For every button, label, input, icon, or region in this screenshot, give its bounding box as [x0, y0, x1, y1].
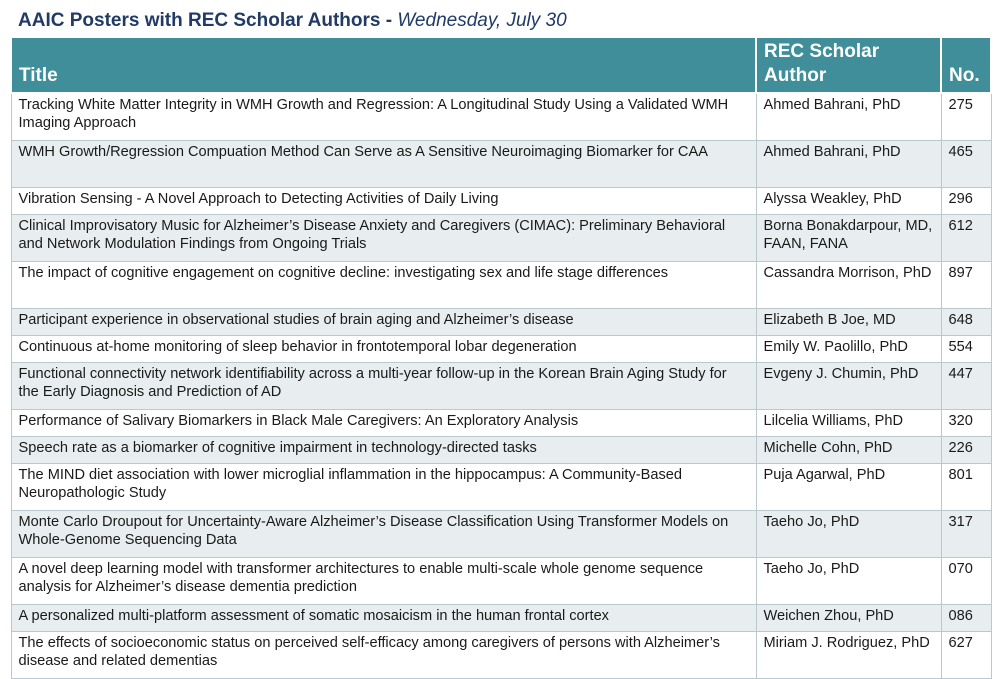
- poster-number: 801: [941, 464, 991, 511]
- poster-author: Alyssa Weakley, PhD: [756, 188, 941, 215]
- table-header: [11, 37, 991, 93]
- poster-author: Taeho Jo, PhD: [756, 558, 941, 605]
- poster-title: Clinical Improvisatory Music for Alzheimer’s Disease Anxiety and Caregivers (CIMAC): Preliminary Behavioral and Network Modulation Findings from Ongoing Trials: [11, 215, 756, 262]
- poster-number: 447: [941, 363, 991, 410]
- table-row: [11, 93, 991, 141]
- column-header-number: No.: [941, 37, 991, 93]
- poster-number: 070: [941, 558, 991, 605]
- table-row: [11, 363, 991, 410]
- table-row: [11, 511, 991, 558]
- posters-table: [10, 36, 992, 679]
- poster-author: Elizabeth B Joe, MD: [756, 309, 941, 336]
- table-row: [11, 141, 991, 188]
- poster-author: Borna Bonakdarpour, MD, FAAN, FANA: [756, 215, 941, 262]
- poster-author: Taeho Jo, PhD: [756, 511, 941, 558]
- page-title-main: AAIC Posters with REC Scholar Authors -: [18, 10, 398, 31]
- poster-title: The impact of cognitive engagement on cognitive decline: investigating sex and life stage differences: [11, 262, 756, 309]
- poster-title: A personalized multi-platform assessment of somatic mosaicism in the human frontal cortex: [11, 605, 756, 632]
- poster-number: 648: [941, 309, 991, 336]
- poster-number: 897: [941, 262, 991, 309]
- poster-author: Evgeny J. Chumin, PhD: [756, 363, 941, 410]
- poster-number: 226: [941, 437, 991, 464]
- table-row: [11, 262, 991, 309]
- page-title: [18, 9, 567, 33]
- poster-title: WMH Growth/Regression Compuation Method Can Serve as A Sensitive Neuroimaging Biomarker for CAA: [11, 141, 756, 188]
- poster-author: Emily W. Paolillo, PhD: [756, 336, 941, 363]
- poster-title: Monte Carlo Droupout for Uncertainty-Aware Alzheimer’s Disease Classification Using Transformer Models on Whole-Genome Sequencing Data: [11, 511, 756, 558]
- poster-number: 320: [941, 410, 991, 437]
- poster-number: 627: [941, 632, 991, 679]
- poster-title: Functional connectivity network identifiability across a multi-year follow-up in the Korean Brain Aging Study for the Early Diagnosis and Prediction of AD: [11, 363, 756, 410]
- poster-title: The MIND diet association with lower microglial inflammation in the hippocampus: A Community-Based Neuropathologic Study: [11, 464, 756, 511]
- poster-author: Weichen Zhou, PhD: [756, 605, 941, 632]
- page-title-date: Wednesday, July 30: [397, 10, 567, 31]
- poster-author: Miriam J. Rodriguez, PhD: [756, 632, 941, 679]
- column-header-title: Title: [11, 37, 756, 93]
- table-body: [11, 93, 991, 679]
- poster-number: 296: [941, 188, 991, 215]
- poster-author: Lilcelia Williams, PhD: [756, 410, 941, 437]
- poster-title: Speech rate as a biomarker of cognitive impairment in technology-directed tasks: [11, 437, 756, 464]
- poster-number: 317: [941, 511, 991, 558]
- poster-number: 612: [941, 215, 991, 262]
- table-row: [11, 605, 991, 632]
- poster-number: 554: [941, 336, 991, 363]
- table-row: [11, 188, 991, 215]
- poster-title: Vibration Sensing - A Novel Approach to Detecting Activities of Daily Living: [11, 188, 756, 215]
- table-row: [11, 410, 991, 437]
- poster-title: Tracking White Matter Integrity in WMH Growth and Regression: A Longitudinal Study Using a Validated WMH Imaging Approach: [11, 93, 756, 141]
- table-row: [11, 215, 991, 262]
- poster-title: Continuous at-home monitoring of sleep behavior in frontotemporal lobar degeneration: [11, 336, 756, 363]
- poster-author: Ahmed Bahrani, PhD: [756, 93, 941, 141]
- table-row: [11, 336, 991, 363]
- poster-number: 086: [941, 605, 991, 632]
- table-row: [11, 632, 991, 679]
- table-row: [11, 464, 991, 511]
- poster-author: Ahmed Bahrani, PhD: [756, 141, 941, 188]
- poster-author: Cassandra Morrison, PhD: [756, 262, 941, 309]
- poster-title: Performance of Salivary Biomarkers in Black Male Caregivers: An Exploratory Analysis: [11, 410, 756, 437]
- poster-title: A novel deep learning model with transformer architectures to enable multi-scale whole genome sequence analysis for Alzheimer’s disease dementia prediction: [11, 558, 756, 605]
- table-row: [11, 558, 991, 605]
- poster-number: 275: [941, 93, 991, 141]
- table-row: [11, 437, 991, 464]
- poster-author: Puja Agarwal, PhD: [756, 464, 941, 511]
- column-header-author: REC Scholar Author: [756, 37, 941, 93]
- table-row: [11, 309, 991, 336]
- poster-author: Michelle Cohn, PhD: [756, 437, 941, 464]
- poster-title: The effects of socioeconomic status on perceived self-efficacy among caregivers of persons with Alzheimer’s disease and related dementias: [11, 632, 756, 679]
- poster-title: Participant experience in observational studies of brain aging and Alzheimer’s disease: [11, 309, 756, 336]
- poster-number: 465: [941, 141, 991, 188]
